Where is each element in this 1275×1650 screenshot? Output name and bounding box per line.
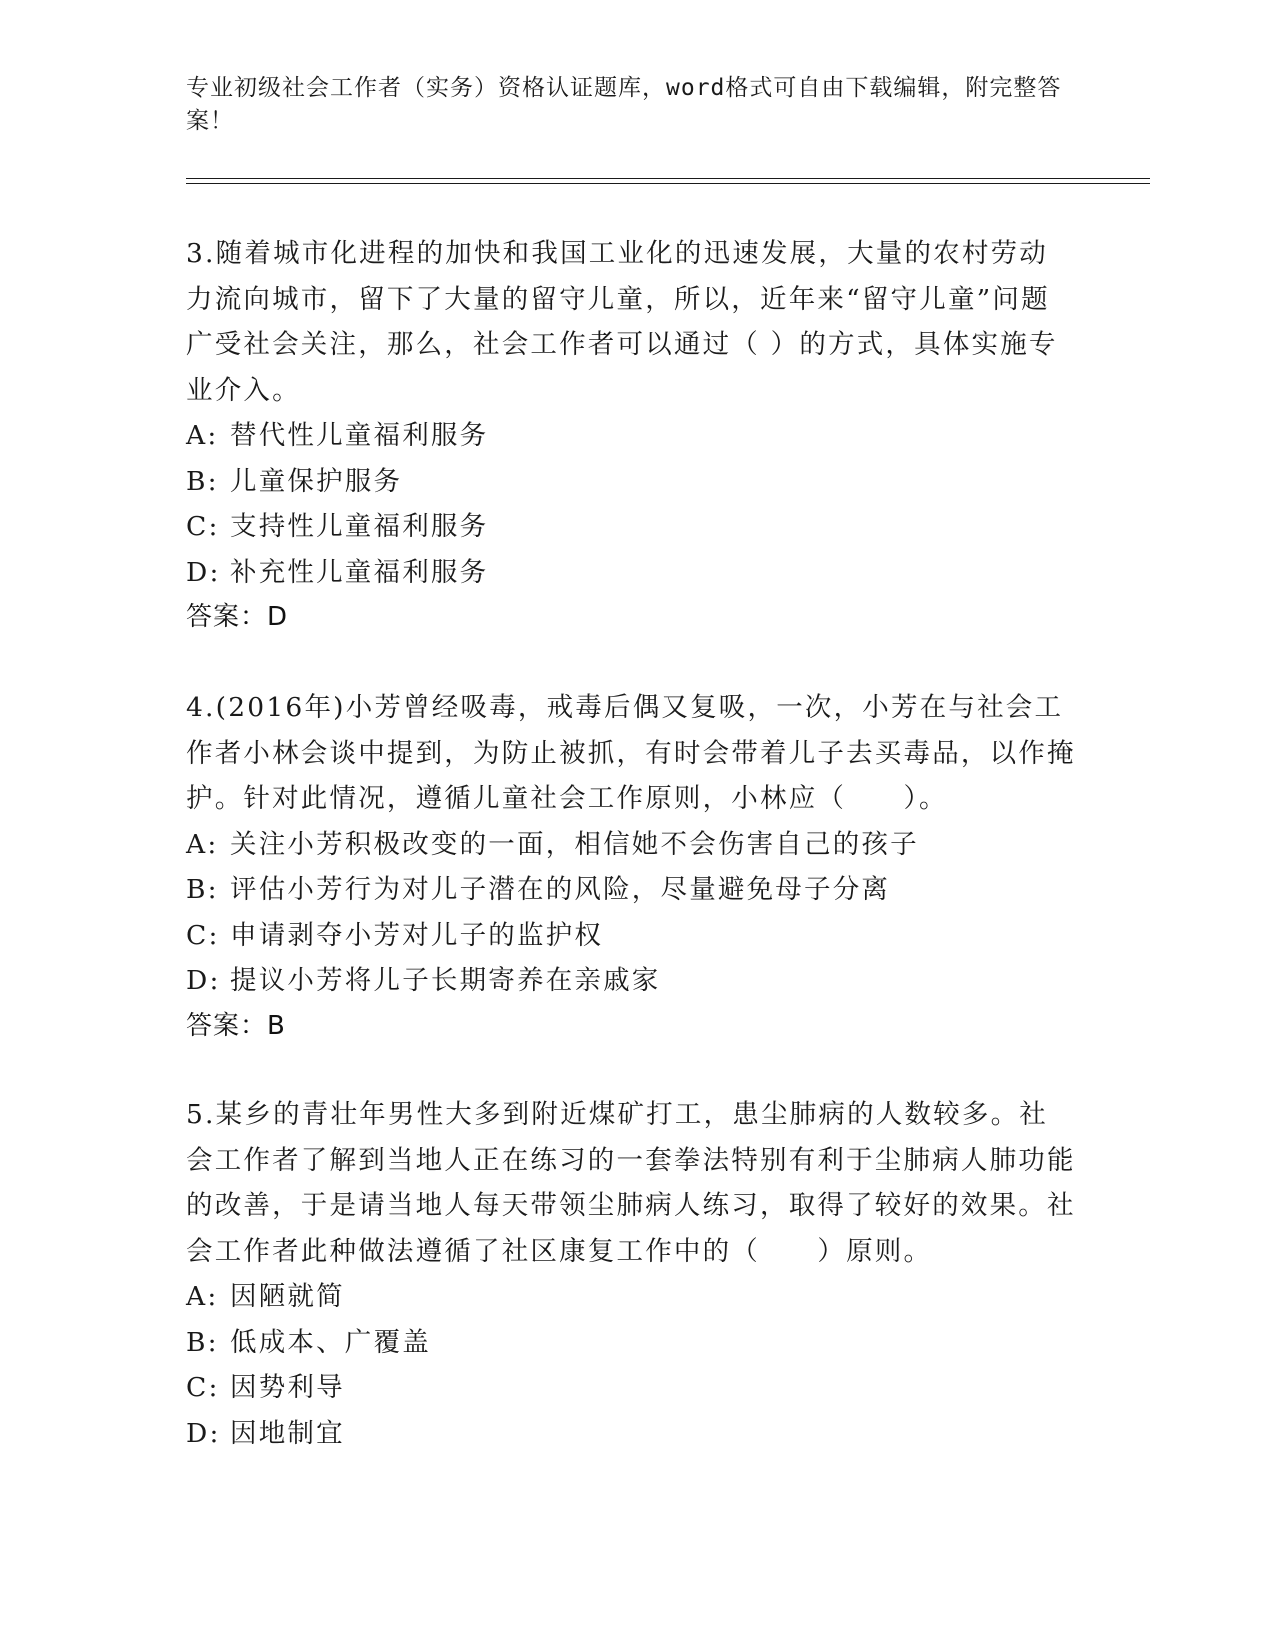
question-5 <box>186 1092 1076 1456</box>
answer-line: 答案：D <box>186 602 289 632</box>
option-text: 申请剥夺小芳对儿子的监护权 <box>230 919 604 951</box>
header-divider-top <box>186 178 1150 179</box>
option-text: 儿童保护服务 <box>230 465 403 497</box>
option-letter: D: <box>186 965 221 996</box>
option-text: 补充性儿童福利服务 <box>230 556 489 588</box>
question-stem: 5.某乡的青壮年男性大多到附近煤矿打工，患尘肺病的人数较多。社会工作者了解到当地人正在练习的一套拳法特别有利于尘肺病人肺功能的改善，于是请当地人每天带领尘肺病人练习，取得了较好的效果。社会工作者此种做法遵循了社区康复工作中的（ ）原则。 <box>186 1099 1076 1267</box>
option-letter: C: <box>186 1372 220 1403</box>
question-3 <box>186 231 1076 641</box>
option-c <box>186 1365 1076 1411</box>
option-text: 支持性儿童福利服务 <box>230 511 489 542</box>
answer-line: 答案：B <box>186 1010 286 1041</box>
option-letter: C: <box>186 511 220 542</box>
document-header <box>186 72 1066 138</box>
option-letter: B: <box>186 465 219 497</box>
option-text: 因地制宜 <box>230 1417 345 1449</box>
option-letter: D: <box>186 1417 221 1449</box>
option-text: 低成本、广覆盖 <box>230 1326 431 1358</box>
option-b <box>186 867 1076 913</box>
option-text: 替代性儿童福利服务 <box>230 420 489 451</box>
option-text: 因陋就简 <box>230 1281 345 1312</box>
option-a <box>186 1274 1076 1320</box>
option-c <box>186 913 1076 959</box>
option-letter: A: <box>186 420 219 451</box>
option-b <box>186 459 1076 505</box>
option-a <box>186 413 1076 459</box>
question-4 <box>186 685 1076 1049</box>
option-text: 评估小芳行为对儿子潜在的风险，尽量避免母子分离 <box>230 874 891 905</box>
option-letter: B: <box>186 874 219 905</box>
option-letter: C: <box>186 919 220 951</box>
option-d <box>186 958 1076 1004</box>
option-text: 提议小芳将儿子长期寄养在亲戚家 <box>230 965 661 996</box>
question-stem: 3.随着城市化进程的加快和我国工业化的迅速发展，大量的农村劳动力流向城市，留下了大量的留守儿童，所以，近年来“留守儿童”问题广受社会关注，那么，社会工作者可以通过（ ）的方式，具体实施专业介入。 <box>186 238 1058 406</box>
option-letter: A: <box>186 828 219 860</box>
header-divider-bottom <box>186 183 1150 184</box>
option-b <box>186 1320 1076 1366</box>
option-d <box>186 550 1076 596</box>
option-letter: B: <box>186 1326 219 1358</box>
option-text: 因势利导 <box>230 1372 345 1403</box>
header-title: 专业初级社会工作者（实务）资格认证题库，word格式可自由下载编辑，附完整答案！ <box>186 75 1062 134</box>
option-d <box>186 1411 1076 1457</box>
option-a <box>186 822 1076 868</box>
option-c <box>186 504 1076 550</box>
option-letter: A: <box>186 1281 219 1312</box>
option-letter: D: <box>186 556 221 588</box>
option-text: 关注小芳积极改变的一面，相信她不会伤害自己的孩子 <box>230 828 919 860</box>
question-stem: 4.(2016年)小芳曾经吸毒，戒毒后偶又复吸，一次，小芳在与社会工作者小林会谈中提到，为防止被抓，有时会带着儿子去买毒品，以作掩护。针对此情况，遵循儿童社会工作原则，小林应（ ）。 <box>186 692 1076 814</box>
